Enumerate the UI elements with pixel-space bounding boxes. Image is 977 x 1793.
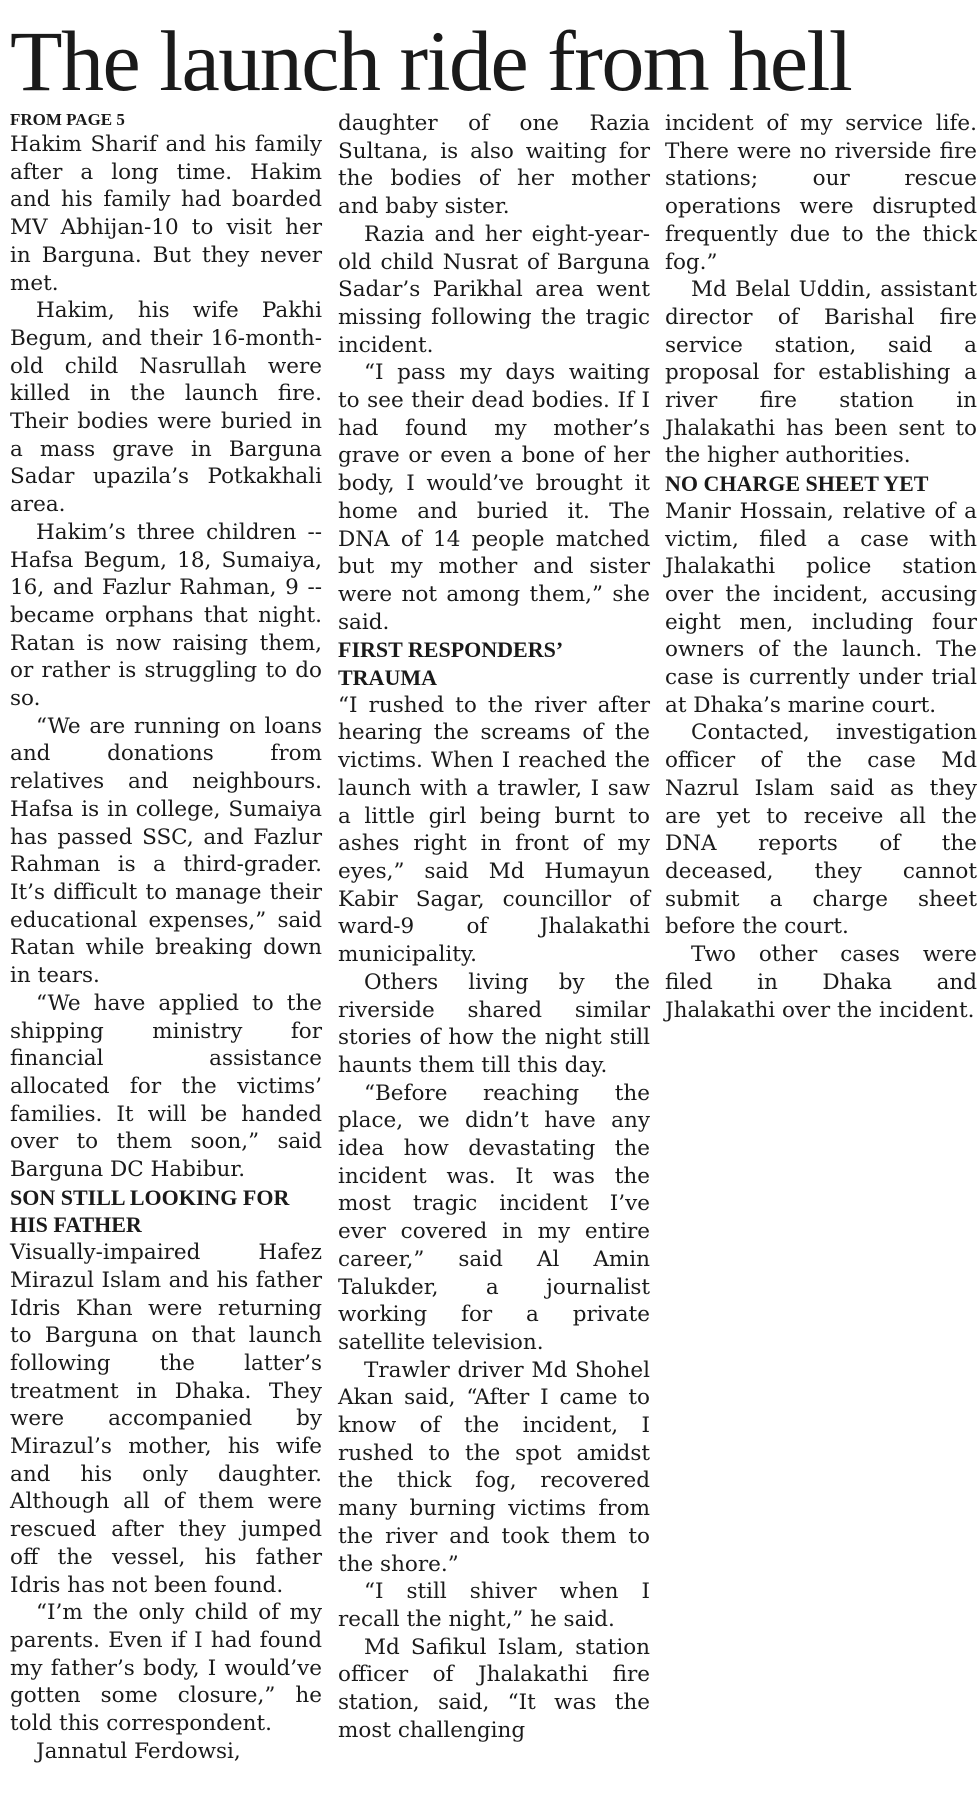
paragraph: Md Belal Uddin, assistant director of Barishal fire service station, said a proposal for establishing a river fire station in Jhalakathi has been sent to the higher authorities.	[665, 277, 977, 469]
paragraph: Hakim, his wife Pakhi Begum, and their 16-month-old child Nasrullah were killed in the launch fire. Their bodies were buried in a mass grave in Barguna Sadar upazila’s Potkakhali area.	[10, 298, 322, 518]
paragraph: Trawler driver Md Shohel Akan said, “After I came to know of the incident, I rushed to the spot amidst the thick fog, recovered many burning victims from the river and took them to the shore.”	[338, 1357, 650, 1577]
paragraph: “We are running on loans and donations from relatives and neighbours. Hafsa is in college, Sumaiya has passed SSC, and Fazlur Rahman is a third-grader. It’s difficult to manage their educational expenses,” said Ratan while breaking down in tears.	[10, 713, 322, 989]
article-column-3	[665, 110, 977, 1024]
paragraph: Jannatul Ferdowsi,	[36, 1738, 241, 1764]
paragraph: Manir Hossain, relative of a victim, filed a case with Jhalakathi police station over the incident, accusing eight men, including four owners of the launch. The case is currently under trial at Dhaka’s marine court.	[665, 498, 977, 718]
subheading-no-charge-sheet: NO CHARGE SHEET YET	[665, 471, 929, 497]
paragraph: “We have applied to the shipping ministry for financial assistance allocated for the victims’ families. It will be handed over to them soon,” said Barguna DC Habibur.	[10, 990, 322, 1183]
paragraph: Contacted, investigation officer of the case Md Nazrul Islam said as they are yet to receive all the DNA reports of the deceased, they cannot submit a charge sheet before the court.	[665, 720, 977, 940]
subheading-first-responders: FIRST RESPONDERS’ TRAUMA	[338, 637, 562, 691]
paragraph: Others living by the riverside shared similar stories of how the night still haunts them till this day.	[338, 969, 650, 1078]
paragraph: Hakim Sharif and his family after a long time. Hakim and his family had boarded MV Abhijan-10 to visit her in Barguna. But they never met.	[10, 132, 322, 296]
paragraph: Md Safikul Islam, station officer of Jhalakathi fire station, said, “It was the most challenging	[338, 1634, 650, 1743]
article-column-2	[338, 110, 650, 1744]
subheading-son-still-looking: SON STILL LOOKING FOR HIS FATHER	[10, 1184, 290, 1238]
paragraph: “I pass my days waiting to see their dead bodies. If I had found my mother’s grave or even a bone of her body, I would’ve brought it home and buried it. The DNA of 14 people matched but my mother and sister were not among them,” she said.	[338, 360, 650, 635]
paragraph: Two other cases were filed in Dhaka and Jhalakathi over the incident.	[665, 942, 977, 1023]
article-column-1	[10, 110, 322, 1765]
paragraph: “I still shiver when I recall the night,” he said.	[338, 1579, 650, 1632]
paragraph: “I rushed to the river after hearing the screams of the victims. When I reached the launch with a trawler, I saw a little girl being burnt to ashes right in front of my eyes,” said Md Humayun Kabir Sagar, councillor of ward-9 of Jhalakathi municipality.	[338, 692, 650, 968]
paragraph: “I’m the only child of my parents. Even if I had found my father’s body, I would’ve gotten some closure,” he told this correspondent.	[10, 1600, 322, 1737]
continued-from-label: FROM PAGE 5	[10, 110, 125, 129]
paragraph: “Before reaching the place, we didn’t have any idea how devastating the incident was. It was the most tragic incident I’ve ever covered in my entire career,” said Al Amin Talukder, a journalist working for a private satellite television.	[338, 1080, 650, 1355]
paragraph: Visually-impaired Hafez Mirazul Islam and his father Idris Khan were returning to Barguna on that launch following the latter’s treatment in Dhaka. They were accompanied by Mirazul’s mother, his wife and his only daughter. Although all of them were rescued after they jumped off the vessel, his father Idris has not been found.	[10, 1240, 322, 1598]
paragraph: incident of my service life. There were no riverside fire stations; our rescue operations were disrupted frequently due to the thick fog.”	[665, 111, 977, 275]
headline: The launch ride from hell	[10, 13, 852, 109]
paragraph: Razia and her eight-year-old child Nusrat of Barguna Sadar’s Parikhal area went missing following the tragic incident.	[338, 221, 650, 358]
paragraph: Hakim’s three children -- Hafsa Begum, 18, Sumaiya, 16, and Fazlur Rahman, 9 -- became orphans that night. Ratan is now raising them, or rather is struggling to do so.	[10, 519, 322, 712]
paragraph: daughter of one Razia Sultana, is also waiting for the bodies of her mother and baby sister.	[338, 111, 650, 220]
